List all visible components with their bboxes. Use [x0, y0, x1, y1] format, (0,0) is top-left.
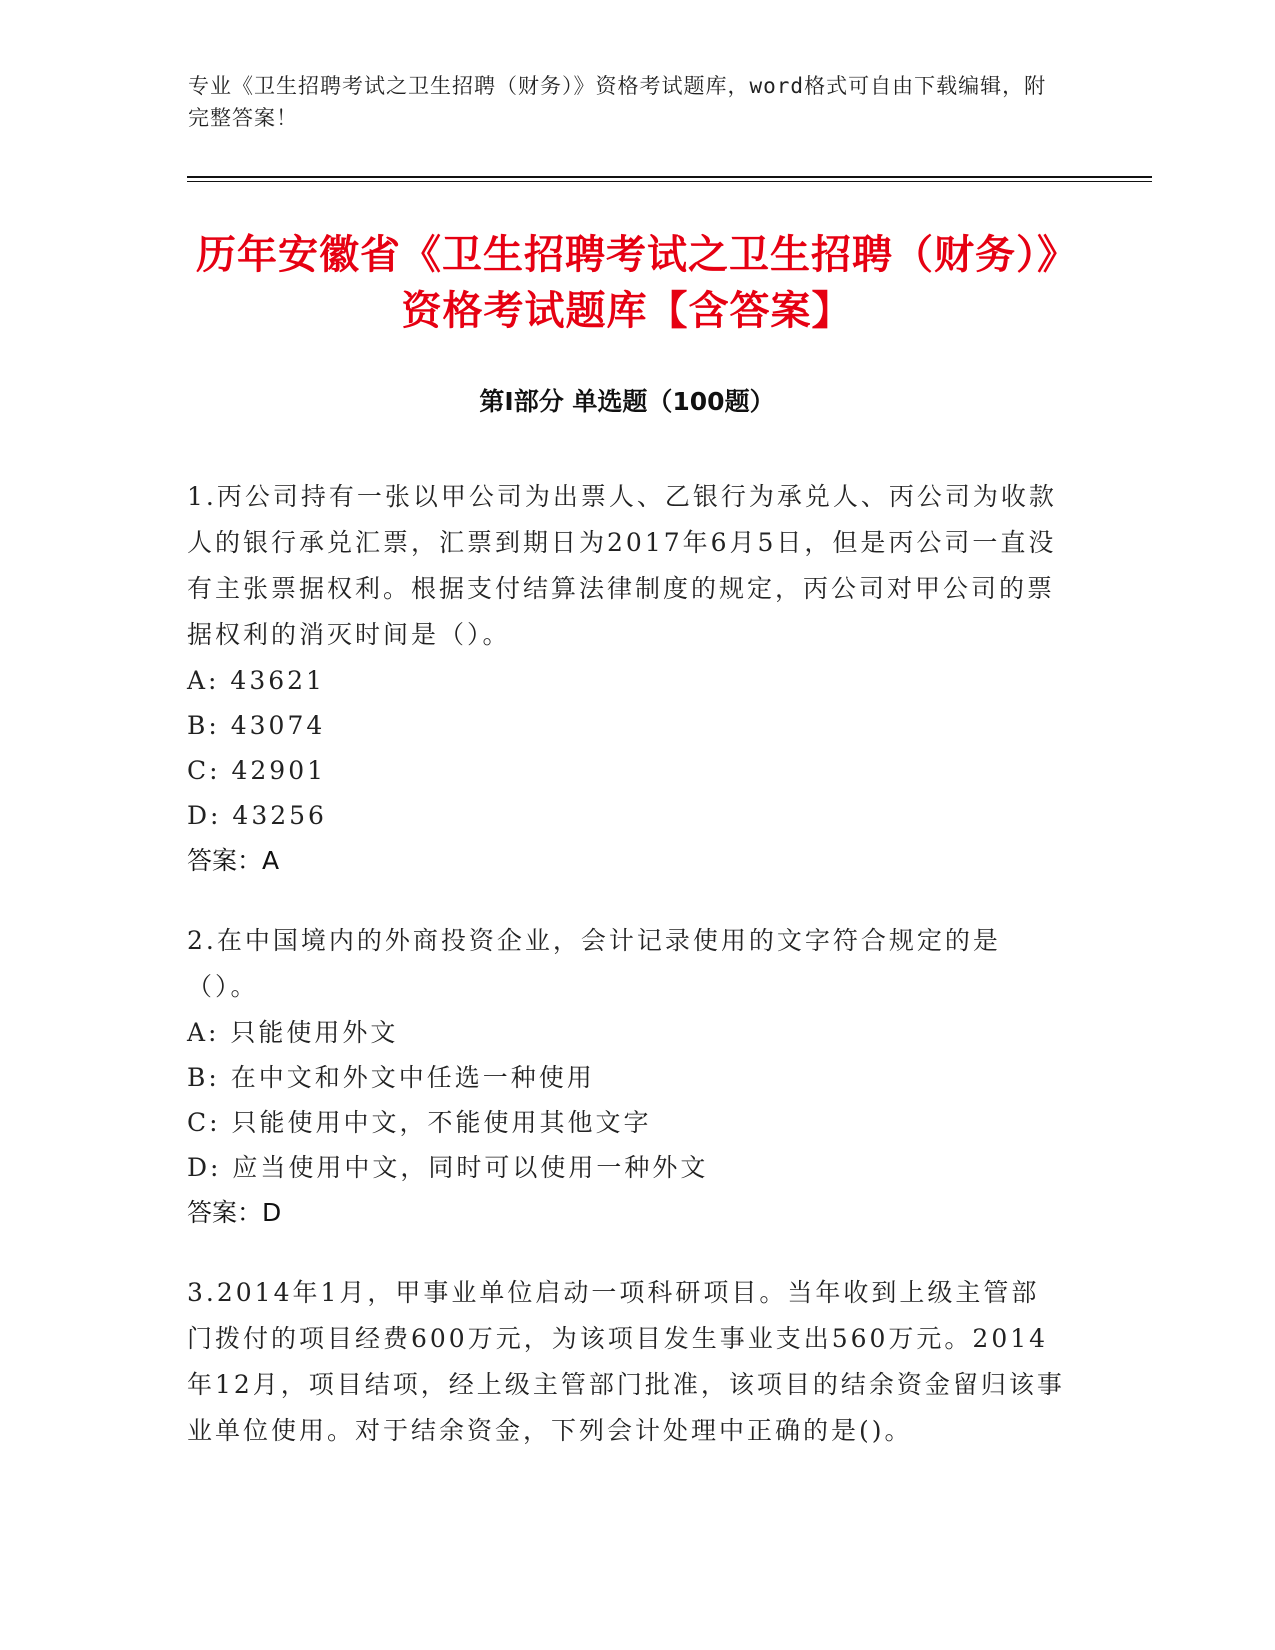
option-d: D: 43256 [187, 801, 327, 830]
header-divider-thin [187, 181, 1152, 182]
answer: 答案：D [187, 1198, 282, 1227]
question-stem: 3.2014年1月，甲事业单位启动一项科研项目。当年收到上级主管部门拨付的项目经费600万元，为该项目发生事业支出560万元。2014年12月，项目结项，经上级主管部门批准，该项目的结余资金留归该事业单位使用。对于结余资金，下列会计处理中正确的是()。 [187, 1278, 1065, 1445]
option-a: A: 只能使用外文 [187, 1018, 399, 1047]
option-b: B: 在中文和外文中任选一种使用 [187, 1063, 595, 1092]
question-1 [187, 474, 1067, 884]
question-stem: 1.丙公司持有一张以甲公司为出票人、乙银行为承兑人、丙公司为收款人的银行承兑汇票，汇票到期日为2017年6月5日，但是丙公司一直没有主张票据权利。根据支付结算法律制度的规定，丙公司对甲公司的票据权利的消灭时间是（）。 [187, 482, 1057, 649]
question-3 [187, 1270, 1067, 1454]
option-c: C: 只能使用中文，不能使用其他文字 [187, 1108, 652, 1137]
question-list [187, 474, 1067, 1488]
option-d: D: 应当使用中文，同时可以使用一种外文 [187, 1153, 709, 1182]
header-note: 专业《卫生招聘考试之卫生招聘（财务）》资格考试题库，word格式可自由下载编辑，附完整答案！ [188, 74, 1047, 130]
document-title: 历年安徽省《卫生招聘考试之卫生招聘（财务）》资格考试题库【含答案】 [196, 232, 1058, 334]
header-divider [187, 176, 1152, 178]
option-b: B: 43074 [187, 711, 326, 740]
question-stem: 2.在中国境内的外商投资企业，会计记录使用的文字符合规定的是（）。 [187, 926, 1001, 1001]
option-a: A: 43621 [187, 666, 325, 695]
question-2 [187, 918, 1067, 1236]
answer: 答案：A [187, 846, 280, 875]
option-c: C: 42901 [187, 756, 327, 785]
section-title: 第Ⅰ部分 单选题（100题） [479, 387, 775, 416]
